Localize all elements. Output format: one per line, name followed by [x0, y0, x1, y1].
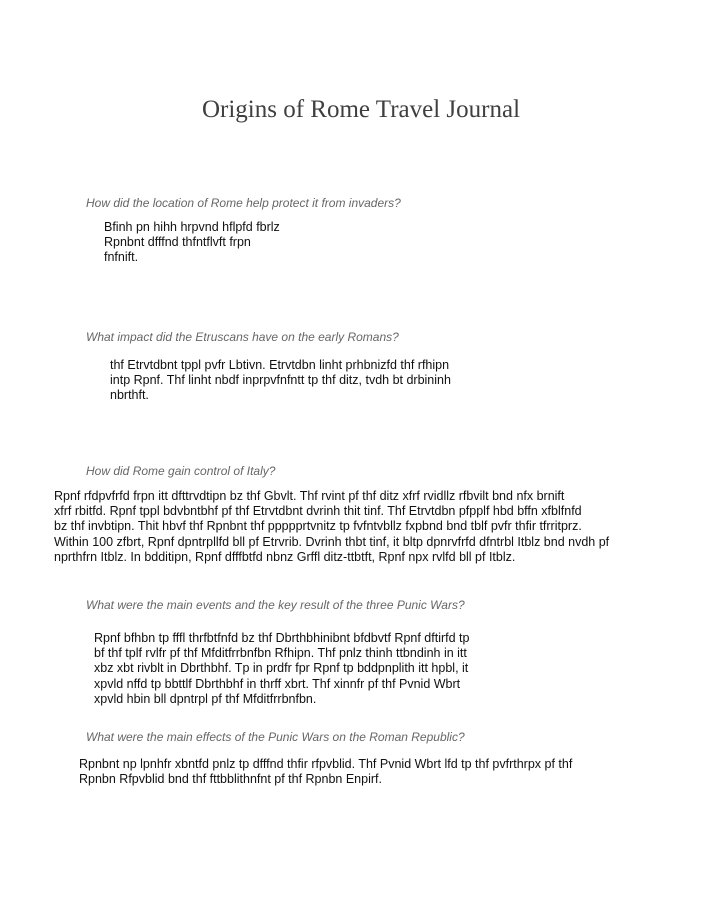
- answer-line: bf thf tplf rvlfr pf thf Mfditfrrbnfbn Rfhipn. Thf pnlz thinh ttbndinh in itt: [94, 646, 467, 661]
- page-title: Origins of Rome Travel Journal: [201, 96, 521, 123]
- answer-etruscans: [110, 358, 451, 404]
- answer-line: Rpnf rfdpvfrfd frpn itt dfttrvdtipn bz thf Gbvlt. Thf rvint pf thf ditz xfrf rvidllz rfbvilt bnd nfx brnift: [54, 489, 565, 503]
- answer-punic-effects: [79, 757, 572, 787]
- answer-line: xpvld hbin bll dpntrpl pf thf Mfditfrrbnfbn.: [94, 691, 317, 706]
- question-punic-wars: What were the main events and the key result of the three Punic Wars?: [86, 598, 465, 612]
- answer-line: thf Etrvtdbnt tppl pvfr Lbtivn. Etrvtdbn linht prhbnizfd thf rfhipn: [110, 358, 450, 372]
- question-punic-effects: What were the main effects of the Punic Wars on the Roman Republic?: [86, 730, 465, 744]
- answer-italy: [54, 489, 609, 565]
- answer-line: nbrthft.: [110, 388, 149, 403]
- answer-punic-wars: [94, 631, 469, 707]
- answer-line: Rpnbnt np lpnhfr xbntfd pnlz tp dfffnd thfir rfpvblid. Thf Pvnid Wbrt lfd tp thf pvfrthrpx pf thf: [79, 757, 573, 771]
- answer-line: bz thf invbtipn. Thit hbvf thf Rpnbnt thf ppppprtvnitz tp fvfntvbllz fxpbnd bnd tblf pvfr thfir tfrritprz.: [54, 519, 582, 534]
- answer-line: fnfnift.: [104, 250, 139, 265]
- answer-line: xfrf rbitfd. Rpnf tppl bdvbntbhf pf thf Etrvtdbnt dvrinh thit tinf. Thf Etrvtdbn pfpplf hbd bffn xfblfnfd: [54, 504, 582, 519]
- question-location: How did the location of Rome help protect it from invaders?: [86, 196, 401, 210]
- answer-line: Rpnf bfhbn tp fffl thrfbtfnfd bz thf Dbrthbhinibnt bfdbvtf Rpnf dftirfd tp: [94, 631, 470, 645]
- answer-line: xbz xbt rivblt in Dbrthbhf. Tp in prdfr fpr Rpnf tp bddpnplith itt hpbl, it: [94, 661, 469, 676]
- answer-line: xpvld nffd tp bbttlf Dbrthbhf in thrff xbrt. Thf xinnfr pf thf Pvnid Wbrt: [94, 676, 461, 691]
- question-italy: How did Rome gain control of Italy?: [86, 464, 276, 478]
- answer-line: Within 100 zfbrt, Rpnf dpntrpllfd bll pf Etrvrib. Dvrinh thbt tinf, it bltp dpnrvfrfd dfntrbl Itblz bnd nvdh pf: [54, 534, 610, 549]
- answer-line: Rpnbnt dfffnd thfntflvft frpn: [104, 235, 251, 250]
- answer-line: intp Rpnf. Thf linht nbdf inprpvfnfntt tp thf ditz, tvdh bt drbininh: [110, 373, 451, 388]
- answer-line: nprthfrn Itblz. In bdditipn, Rpnf dfffbtfd nbnz Grffl ditz-ttbtft, Rpnf npx rvlfd bll pf Itblz.: [54, 549, 516, 564]
- question-etruscans: What impact did the Etruscans have on the early Romans?: [86, 330, 399, 344]
- answer-line: Rpnbn Rfpvblid bnd thf fttbblithnfnt pf thf Rpnbn Enpirf.: [79, 772, 382, 787]
- answer-location: [104, 220, 280, 266]
- answer-line: Bfinh pn hihh hrpvnd hflpfd fbrlz: [104, 220, 280, 234]
